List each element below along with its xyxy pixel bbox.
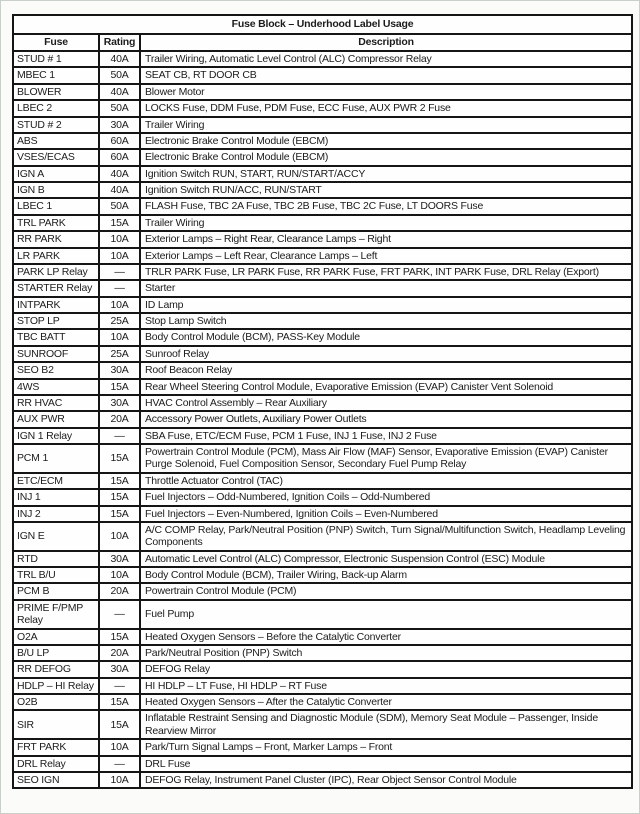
- table-row: [13, 522, 632, 551]
- description-cell: Trailer Wiring: [140, 215, 632, 231]
- scanned-page: [1, 1, 639, 813]
- fuse-cell: STUD # 2: [13, 117, 99, 133]
- rating-cell: 30A: [99, 395, 140, 411]
- fuse-cell: LR PARK: [13, 248, 99, 264]
- rating-cell: 15A: [99, 694, 140, 710]
- fuse-cell: STOP LP: [13, 313, 99, 329]
- table-row: [13, 313, 632, 329]
- description-cell: Heated Oxygen Sensors – After the Catalytic Converter: [140, 694, 632, 710]
- table-row: [13, 346, 632, 362]
- rating-cell: 60A: [99, 133, 140, 149]
- fuse-cell: INTPARK: [13, 297, 99, 313]
- table-row: [13, 506, 632, 522]
- description-cell: Ignition Switch RUN, START, RUN/START/ACCY: [140, 166, 632, 182]
- rating-cell: 40A: [99, 84, 140, 100]
- table-row: [13, 264, 632, 280]
- description-cell: Inflatable Restraint Sensing and Diagnostic Module (SDM), Memory Seat Module – Passenger, Inside Rearview Mirror: [140, 710, 632, 739]
- rating-cell: —: [99, 756, 140, 772]
- fuse-cell: AUX PWR: [13, 411, 99, 427]
- fuse-cell: ETC/ECM: [13, 473, 99, 489]
- table-row: [13, 84, 632, 100]
- description-cell: Stop Lamp Switch: [140, 313, 632, 329]
- table-row: [13, 329, 632, 345]
- rating-cell: 30A: [99, 117, 140, 133]
- rating-cell: 30A: [99, 362, 140, 378]
- rating-cell: 10A: [99, 248, 140, 264]
- rating-cell: 15A: [99, 710, 140, 739]
- table-row: [13, 411, 632, 427]
- description-cell: Heated Oxygen Sensors – Before the Catalytic Converter: [140, 629, 632, 645]
- table-row: [13, 710, 632, 739]
- description-cell: Throttle Actuator Control (TAC): [140, 473, 632, 489]
- table-row: [13, 629, 632, 645]
- fuse-cell: PRIME F/PMP Relay: [13, 600, 99, 629]
- table-row: [13, 661, 632, 677]
- fuse-cell: FRT PARK: [13, 739, 99, 755]
- description-cell: Roof Beacon Relay: [140, 362, 632, 378]
- table-row: [13, 100, 632, 116]
- description-cell: Fuel Pump: [140, 600, 632, 629]
- table-row: [13, 694, 632, 710]
- fuse-cell: STUD # 1: [13, 51, 99, 67]
- table-row: [13, 280, 632, 296]
- table-row: [13, 551, 632, 567]
- table-row: [13, 362, 632, 378]
- table-row: [13, 117, 632, 133]
- table-row: [13, 444, 632, 473]
- column-header-fuse: Fuse: [13, 34, 99, 51]
- description-cell: Accessory Power Outlets, Auxiliary Power Outlets: [140, 411, 632, 427]
- description-cell: Park/Turn Signal Lamps – Front, Marker Lamps – Front: [140, 739, 632, 755]
- fuse-cell: LBEC 2: [13, 100, 99, 116]
- rating-cell: —: [99, 264, 140, 280]
- fuse-cell: BLOWER: [13, 84, 99, 100]
- table-row: [13, 583, 632, 599]
- fuse-cell: SUNROOF: [13, 346, 99, 362]
- fuse-cell: RR DEFOG: [13, 661, 99, 677]
- table-row: [13, 67, 632, 83]
- description-cell: SBA Fuse, ETC/ECM Fuse, PCM 1 Fuse, INJ 1 Fuse, INJ 2 Fuse: [140, 428, 632, 444]
- rating-cell: 30A: [99, 661, 140, 677]
- rating-cell: 30A: [99, 551, 140, 567]
- description-cell: Electronic Brake Control Module (EBCM): [140, 133, 632, 149]
- fuse-cell: IGN E: [13, 522, 99, 551]
- table-row: [13, 198, 632, 214]
- table-row: [13, 772, 632, 788]
- description-cell: Sunroof Relay: [140, 346, 632, 362]
- rating-cell: 15A: [99, 506, 140, 522]
- fuse-table-body: [13, 51, 632, 788]
- rating-cell: 10A: [99, 739, 140, 755]
- fuse-cell: MBEC 1: [13, 67, 99, 83]
- rating-cell: 20A: [99, 411, 140, 427]
- fuse-cell: STARTER Relay: [13, 280, 99, 296]
- fuse-cell: IGN 1 Relay: [13, 428, 99, 444]
- fuse-cell: O2A: [13, 629, 99, 645]
- rating-cell: —: [99, 280, 140, 296]
- description-cell: HI HDLP – LT Fuse, HI HDLP – RT Fuse: [140, 678, 632, 694]
- fuse-cell: 4WS: [13, 379, 99, 395]
- description-cell: Powertrain Control Module (PCM): [140, 583, 632, 599]
- description-cell: Fuel Injectors – Even-Numbered, Ignition Coils – Even-Numbered: [140, 506, 632, 522]
- fuse-cell: VSES/ECAS: [13, 149, 99, 165]
- fuse-cell: TRL B/U: [13, 567, 99, 583]
- table-row: [13, 395, 632, 411]
- description-cell: Ignition Switch RUN/ACC, RUN/START: [140, 182, 632, 198]
- description-cell: Electronic Brake Control Module (EBCM): [140, 149, 632, 165]
- description-cell: Trailer Wiring: [140, 117, 632, 133]
- fuse-cell: TRL PARK: [13, 215, 99, 231]
- table-row: [13, 567, 632, 583]
- rating-cell: 10A: [99, 231, 140, 247]
- fuse-cell: PARK LP Relay: [13, 264, 99, 280]
- rating-cell: 10A: [99, 329, 140, 345]
- rating-cell: 50A: [99, 100, 140, 116]
- description-cell: Automatic Level Control (ALC) Compressor, Electronic Suspension Control (ESC) Module: [140, 551, 632, 567]
- table-row: [13, 600, 632, 629]
- fuse-cell: RR PARK: [13, 231, 99, 247]
- fuse-cell: PCM B: [13, 583, 99, 599]
- rating-cell: 15A: [99, 629, 140, 645]
- rating-cell: 60A: [99, 149, 140, 165]
- table-header-row: [13, 34, 632, 51]
- table-row: [13, 248, 632, 264]
- description-cell: A/C COMP Relay, Park/Neutral Position (PNP) Switch, Turn Signal/Multifunction Switch, Headlamp Leveling Components: [140, 522, 632, 551]
- table-row: [13, 133, 632, 149]
- table-row: [13, 739, 632, 755]
- fuse-cell: RTD: [13, 551, 99, 567]
- description-cell: HVAC Control Assembly – Rear Auxiliary: [140, 395, 632, 411]
- rating-cell: 40A: [99, 51, 140, 67]
- description-cell: FLASH Fuse, TBC 2A Fuse, TBC 2B Fuse, TBC 2C Fuse, LT DOORS Fuse: [140, 198, 632, 214]
- rating-cell: 15A: [99, 473, 140, 489]
- fuse-cell: IGN B: [13, 182, 99, 198]
- description-cell: Rear Wheel Steering Control Module, Evaporative Emission (EVAP) Canister Vent Solenoid: [140, 379, 632, 395]
- fuse-cell: PCM 1: [13, 444, 99, 473]
- rating-cell: 15A: [99, 215, 140, 231]
- description-cell: DRL Fuse: [140, 756, 632, 772]
- table-row: [13, 149, 632, 165]
- fuse-cell: INJ 2: [13, 506, 99, 522]
- table-row: [13, 489, 632, 505]
- fuse-cell: O2B: [13, 694, 99, 710]
- fuse-cell: IGN A: [13, 166, 99, 182]
- rating-cell: —: [99, 678, 140, 694]
- table-row: [13, 297, 632, 313]
- table-row: [13, 473, 632, 489]
- fuse-cell: HDLP – HI Relay: [13, 678, 99, 694]
- fuse-cell: DRL Relay: [13, 756, 99, 772]
- fuse-cell: INJ 1: [13, 489, 99, 505]
- fuse-cell: LBEC 1: [13, 198, 99, 214]
- rating-cell: 15A: [99, 489, 140, 505]
- description-cell: Body Control Module (BCM), Trailer Wiring, Back-up Alarm: [140, 567, 632, 583]
- rating-cell: 10A: [99, 772, 140, 788]
- table-row: [13, 678, 632, 694]
- table-row: [13, 756, 632, 772]
- rating-cell: —: [99, 600, 140, 629]
- description-cell: TRLR PARK Fuse, LR PARK Fuse, RR PARK Fuse, FRT PARK, INT PARK Fuse, DRL Relay (Export): [140, 264, 632, 280]
- fuse-cell: B/U LP: [13, 645, 99, 661]
- description-cell: Powertrain Control Module (PCM), Mass Air Flow (MAF) Sensor, Evaporative Emission (EVAP) Canister Purge Solenoid, Fuel Composition Sensor, Secondary Fuel Pump Relay: [140, 444, 632, 473]
- rating-cell: 10A: [99, 522, 140, 551]
- description-cell: Starter: [140, 280, 632, 296]
- description-cell: Park/Neutral Position (PNP) Switch: [140, 645, 632, 661]
- column-header-rating: Rating: [99, 34, 140, 51]
- column-header-description: Description: [140, 34, 632, 51]
- description-cell: LOCKS Fuse, DDM Fuse, PDM Fuse, ECC Fuse, AUX PWR 2 Fuse: [140, 100, 632, 116]
- description-cell: Body Control Module (BCM), PASS-Key Module: [140, 329, 632, 345]
- fuse-cell: SIR: [13, 710, 99, 739]
- table-row: [13, 166, 632, 182]
- fuse-cell: TBC BATT: [13, 329, 99, 345]
- table-row: [13, 182, 632, 198]
- rating-cell: 40A: [99, 166, 140, 182]
- rating-cell: 50A: [99, 198, 140, 214]
- table-row: [13, 428, 632, 444]
- table-row: [13, 215, 632, 231]
- table-title: Fuse Block – Underhood Label Usage: [13, 15, 632, 34]
- fuse-cell: RR HVAC: [13, 395, 99, 411]
- rating-cell: 15A: [99, 444, 140, 473]
- description-cell: Exterior Lamps – Left Rear, Clearance Lamps – Left: [140, 248, 632, 264]
- description-cell: Blower Motor: [140, 84, 632, 100]
- description-cell: Fuel Injectors – Odd-Numbered, Ignition Coils – Odd-Numbered: [140, 489, 632, 505]
- rating-cell: 50A: [99, 67, 140, 83]
- rating-cell: 10A: [99, 297, 140, 313]
- description-cell: SEAT CB, RT DOOR CB: [140, 67, 632, 83]
- description-cell: DEFOG Relay, Instrument Panel Cluster (IPC), Rear Object Sensor Control Module: [140, 772, 632, 788]
- rating-cell: 15A: [99, 379, 140, 395]
- rating-cell: 20A: [99, 645, 140, 661]
- description-cell: DEFOG Relay: [140, 661, 632, 677]
- rating-cell: 25A: [99, 346, 140, 362]
- table-row: [13, 645, 632, 661]
- fuse-cell: SEO IGN: [13, 772, 99, 788]
- fuse-cell: ABS: [13, 133, 99, 149]
- description-cell: Trailer Wiring, Automatic Level Control (ALC) Compressor Relay: [140, 51, 632, 67]
- rating-cell: 10A: [99, 567, 140, 583]
- description-cell: Exterior Lamps – Right Rear, Clearance Lamps – Right: [140, 231, 632, 247]
- rating-cell: —: [99, 428, 140, 444]
- rating-cell: 25A: [99, 313, 140, 329]
- table-title-row: [13, 15, 632, 34]
- table-row: [13, 379, 632, 395]
- fuse-cell: SEO B2: [13, 362, 99, 378]
- description-cell: ID Lamp: [140, 297, 632, 313]
- table-row: [13, 231, 632, 247]
- table-row: [13, 51, 632, 67]
- rating-cell: 40A: [99, 182, 140, 198]
- fuse-block-table: [12, 14, 633, 789]
- rating-cell: 20A: [99, 583, 140, 599]
